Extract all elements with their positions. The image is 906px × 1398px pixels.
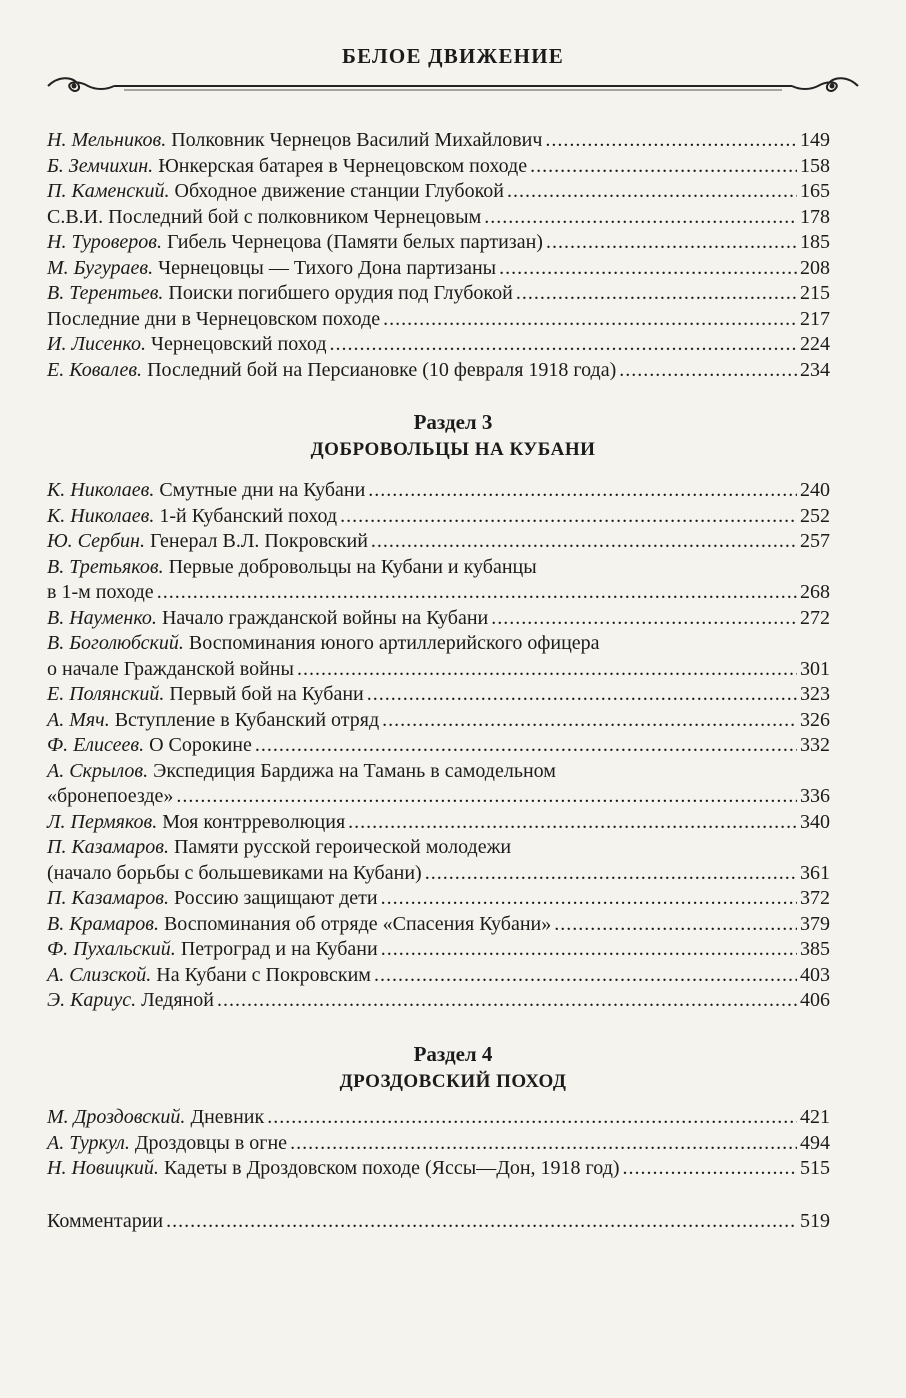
toc-entry[interactable] (47, 708, 830, 734)
toc-entry[interactable] (47, 179, 830, 205)
toc-entry[interactable] (47, 332, 830, 358)
entry-author: В. Третьяков. (47, 555, 164, 578)
entry-author: Э. Кариус. (47, 989, 137, 1011)
entry-author: М. Бугураев. (47, 256, 154, 279)
dot-leader (348, 810, 797, 836)
entry-title: 1-й Кубанский поход (159, 504, 338, 527)
toc-entry[interactable] (47, 1105, 830, 1131)
entry-page: 323 (800, 683, 830, 705)
dot-leader (623, 1156, 797, 1182)
entry-author: Е. Полянский. (47, 683, 165, 705)
entry-author: П. Казамаров. (47, 836, 169, 858)
entry-author: В. Боголюбский. (47, 632, 184, 654)
entry-title-continued: «бронепоезде» (47, 785, 174, 807)
entry-page: 494 (800, 1131, 830, 1154)
section-3-title: ДОБРОВОЛЬЦЫ НА КУБАНИ (310, 439, 596, 460)
entry-author: Н. Новицкий. (47, 1157, 159, 1179)
dot-leader (340, 504, 797, 530)
dot-leader (507, 179, 797, 205)
entry-title: С.В.И. Последний бой с полковником Чернецовым (47, 205, 482, 228)
toc-entry[interactable] (47, 1131, 830, 1157)
entry-page: 185 (800, 231, 830, 253)
entry-page: 403 (800, 963, 830, 986)
entry-title: Вступление в Кубанский отряд (114, 708, 380, 731)
toc-entry[interactable] (47, 358, 830, 384)
dot-leader (546, 230, 797, 256)
entry-page: 208 (800, 256, 830, 279)
entry-author: Н. Мельников. (47, 129, 167, 151)
dot-leader (381, 886, 797, 912)
entry-page: 515 (800, 1157, 830, 1179)
entry-author: А. Слизской. (47, 963, 152, 986)
dot-leader (176, 784, 797, 810)
toc-entry[interactable] (47, 529, 830, 555)
entry-page: 385 (800, 938, 830, 960)
entry-title: Полковник Чернецов Василий Михайлович (171, 129, 543, 151)
entry-page: 234 (800, 358, 830, 381)
dot-leader (530, 154, 797, 180)
entry-page: 257 (800, 530, 830, 552)
entry-page: 158 (800, 154, 830, 177)
entry-title: Первый бой на Кубани (169, 683, 364, 705)
dot-leader (425, 861, 797, 887)
entry-title: Воспоминания об отряде «Спасения Кубани» (163, 912, 552, 935)
toc-entry[interactable] (47, 281, 830, 307)
entry-page: 301 (800, 657, 830, 680)
dot-leader (554, 912, 797, 938)
entry-title: Петроград и на Кубани (180, 938, 378, 960)
toc-entry[interactable] (47, 504, 830, 530)
toc-entry[interactable] (47, 1156, 830, 1182)
entry-title: Россию защищают дети (173, 887, 378, 909)
toc-entry[interactable] (47, 682, 830, 708)
dot-leader (516, 281, 797, 307)
section-3-label: Раздел 3 (413, 410, 493, 434)
entry-author: В. Терентьев. (47, 282, 164, 304)
dot-leader (267, 1105, 797, 1131)
entry-title-continued: в 1-м походе (47, 581, 154, 603)
dot-leader (382, 708, 797, 734)
entry-author: А. Туркул. (47, 1131, 130, 1154)
entry-title: Поиски погибшего орудия под Глубокой (168, 282, 513, 304)
entry-title: На Кубани с Покровским (156, 963, 371, 986)
toc-entry[interactable] (47, 230, 830, 256)
entry-title: Начало гражданской войны на Кубани (161, 606, 489, 629)
entry-page: 252 (800, 504, 830, 527)
toc-entry[interactable] (47, 835, 830, 886)
dot-leader (290, 1131, 797, 1157)
toc-commentary (47, 1209, 830, 1235)
entry-title: Генерал В.Л. Покровский (149, 530, 368, 552)
entry-page: 326 (800, 708, 830, 731)
entry-title: Экспедиция Бардижа на Тамань в самодельном (153, 759, 556, 782)
entry-title: Последние дни в Чернецовском походе (47, 307, 381, 330)
entry-page: 240 (800, 479, 830, 501)
dot-leader (545, 128, 797, 154)
entry-page: 149 (800, 129, 830, 151)
entry-author: А. Скрылов. (47, 759, 149, 782)
entry-title: Смутные дни на Кубани (159, 479, 366, 501)
toc-entry[interactable] (47, 205, 830, 231)
entry-page: 361 (800, 861, 830, 884)
entry-page: 332 (800, 734, 830, 756)
section-4-label: Раздел 4 (413, 1042, 493, 1066)
entry-author: Ф. Елисеев. (47, 734, 145, 756)
dot-leader (381, 937, 797, 963)
dot-leader (367, 682, 797, 708)
dot-leader (491, 606, 797, 632)
entry-title-continued: (начало борьбы с большевиками на Кубани) (47, 861, 422, 884)
entry-page: 372 (800, 887, 830, 909)
entry-title: Кадеты в Дроздовском походе (Яссы—Дон, 1918 год) (163, 1157, 620, 1179)
entry-author: Н. Туроверов. (47, 231, 162, 253)
entry-title: Чернецовцы — Тихого Дона партизаны (158, 256, 497, 279)
entry-title-continued: о начале Гражданской войны (47, 657, 294, 680)
entry-author: П. Каменский. (47, 180, 170, 202)
entry-title: Ледяной (141, 989, 214, 1011)
entry-page: 215 (800, 282, 830, 304)
entry-author: А. Мяч. (47, 708, 110, 731)
toc-block-section-3 (47, 478, 830, 1014)
entry-page: 421 (800, 1106, 830, 1128)
toc-entry[interactable] (47, 478, 830, 504)
entry-page: 336 (800, 785, 830, 807)
entry-author: Б. Земчихин. (47, 154, 154, 177)
entry-title: Обходное движение станции Глубокой (174, 180, 504, 202)
entry-author: К. Николаев. (47, 479, 155, 501)
toc-entry[interactable] (47, 988, 830, 1014)
ornamental-rule (44, 74, 862, 96)
entry-page: 165 (800, 180, 830, 202)
entry-page: 379 (800, 912, 830, 935)
entry-author: Е. Ковалев. (47, 358, 143, 381)
toc-entry[interactable] (47, 555, 830, 606)
entry-title: Юнкерская батарея в Чернецовском походе (158, 154, 528, 177)
toc-entry[interactable] (47, 606, 830, 632)
entry-title: Гибель Чернецова (Памяти белых партизан) (166, 231, 543, 253)
dot-leader (166, 1209, 797, 1235)
dot-leader (330, 332, 797, 358)
section-4-heading (0, 1042, 906, 1093)
toc-entry[interactable] (47, 886, 830, 912)
toc-entry[interactable] (47, 256, 830, 282)
entry-page: 217 (800, 307, 830, 330)
running-head: БЕЛОЕ ДВИЖЕНИЕ (342, 44, 564, 68)
entry-page: 268 (800, 581, 830, 603)
entry-title: Комментарии (47, 1210, 164, 1232)
entry-page: 178 (800, 205, 830, 228)
section-4-title: ДРОЗДОВСКИЙ ПОХОД (339, 1071, 567, 1092)
entry-author: И. Лисенко. (47, 333, 146, 355)
dot-leader (297, 657, 797, 683)
dot-leader (157, 580, 797, 606)
toc-entry[interactable] (47, 963, 830, 989)
entry-page: 406 (800, 989, 830, 1011)
entry-title: Моя контрреволюция (162, 810, 346, 833)
section-3-heading (0, 410, 906, 461)
entry-page: 224 (800, 333, 830, 355)
toc-entry[interactable] (47, 631, 830, 682)
entry-title: Дневник (190, 1106, 265, 1128)
dot-leader (371, 529, 797, 555)
dot-leader (484, 205, 797, 231)
entry-author: Ф. Пухальский. (47, 938, 176, 960)
toc-entry[interactable] (47, 154, 830, 180)
entry-author: М. Дроздовский. (47, 1106, 186, 1128)
toc-block-section-4 (47, 1105, 830, 1182)
entry-author: Ю. Сербин. (47, 530, 145, 552)
entry-author: К. Николаев. (47, 504, 155, 527)
toc-entry[interactable] (47, 759, 830, 810)
entry-author: В. Науменко. (47, 606, 157, 629)
entry-title: Первые добровольцы на Кубани и кубанцы (168, 555, 537, 578)
toc-entry[interactable] (47, 128, 830, 154)
entry-page: 519 (800, 1210, 830, 1232)
entry-title: Памяти русской героической молодежи (173, 836, 512, 858)
dot-leader (255, 733, 797, 759)
entry-author: В. Крамаров. (47, 912, 159, 935)
entry-author: Л. Пермяков. (47, 810, 158, 833)
entry-title: Воспоминания юного артиллерийского офицера (188, 632, 600, 654)
toc-entry[interactable] (47, 307, 830, 333)
entry-title: Чернецовский поход (151, 333, 327, 355)
dot-leader (619, 358, 797, 384)
entry-page: 340 (800, 810, 830, 833)
toc-entry[interactable] (47, 810, 830, 836)
toc-entry[interactable] (47, 733, 830, 759)
dot-leader (499, 256, 797, 282)
entry-title: Дроздовцы в огне (134, 1131, 288, 1154)
dot-leader (383, 307, 797, 333)
entry-title: Последний бой на Персиановке (10 февраля 1918 года) (147, 358, 617, 381)
entry-page: 272 (800, 606, 830, 629)
dot-leader (217, 988, 797, 1014)
toc-block-chernetsov (47, 128, 830, 383)
dot-leader (374, 963, 797, 989)
toc-entry[interactable] (47, 937, 830, 963)
toc-entry[interactable] (47, 1209, 830, 1235)
toc-entry[interactable] (47, 912, 830, 938)
dot-leader (368, 478, 797, 504)
entry-author: П. Казамаров. (47, 887, 169, 909)
entry-title: О Сорокине (149, 734, 252, 756)
